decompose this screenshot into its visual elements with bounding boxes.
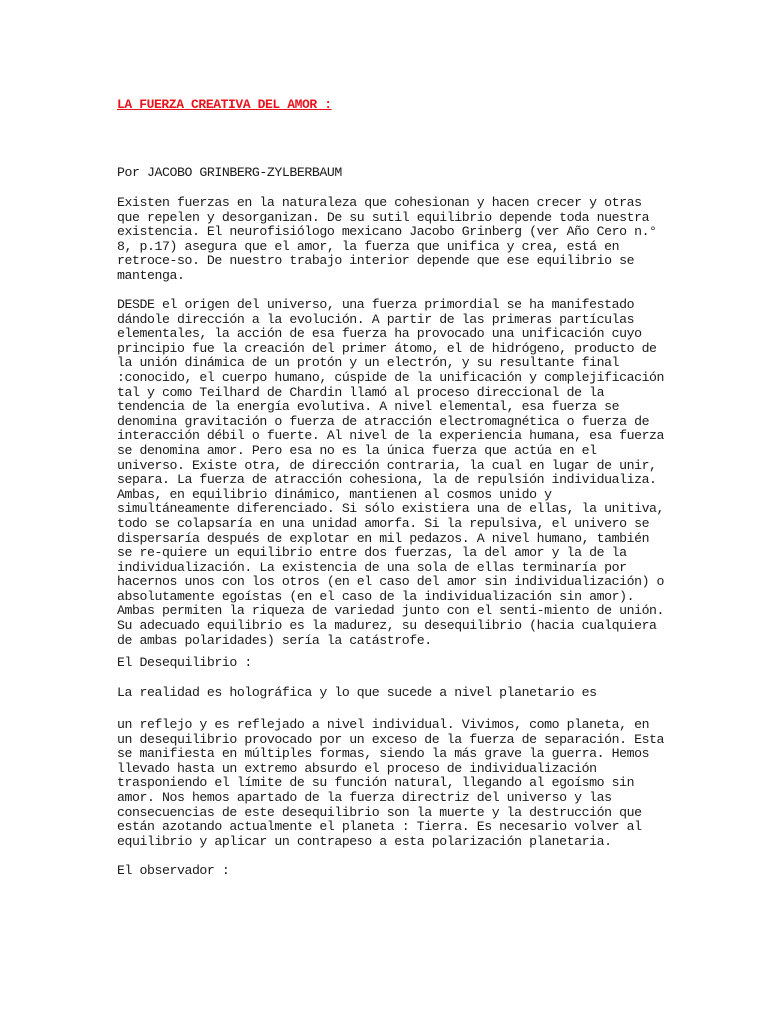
body-paragraph-imbalance: un reflejo y es reflejado a nivel individual. Vivimos, como planeta, en un desequilibrio provocado por un exceso de la fuerza de separación. Esta se manifiesta en múltiples formas, siendo la más grave la guerra. Hemos llevado hasta un extremo absurdo el proceso de individualización trasponiendo el límite de su función natural, llegando al egoísmo sin amor. Nos hemos apartado de la fuerza directriz del universo y las consecuencias de este desequilibrio son la muerte y la destrucción que están azotando actualmente el planeta : Tierra. Es necesario volver al equilibrio y aplicar un contrapeso a esta polarización planetaria. xyxy=(117,717,665,849)
section-heading-desequilibrio: El Desequilibrio : xyxy=(117,655,252,670)
intro-paragraph: Existen fuerzas en la naturaleza que cohesionan y hacen crecer y otras que repelen y desorganizan. De su sutil equilibrio depende toda nuestra existencia. El neurofisiólogo mexicano Jacobo Grinberg (ver Año Cero n.° 8, p.17) asegura que el amor, la fuerza que unifica y crea, está en retroce-so. De nuestro trabajo interior depende que ese equilibrio se mantenga. xyxy=(117,195,657,283)
section-heading-observador: El observador : xyxy=(117,863,230,878)
body-paragraph-origin: DESDE el origen del universo, una fuerza primordial se ha manifestado dándole dirección a la evolución. A partir de las primeras partículas elementales, la acción de esa fuerza ha provocado una unificación cuyo principio fue la creación del primer átomo, el de hidrógeno, producto de la unión dinámica de un protón y un electrón, y su resultante final :conocido, el cuerpo humano, cúspide de la unificación y complejificación tal y como Teilhard de Chardin llamó al proceso direccional de la tendencia de la energía evolutiva. A nivel elemental, esa fuerza se denomina gravitación o fuerza de atracción electromagnética o fuerza de interacción débil o fuerte. Al nivel de la experiencia humana, esa fuerza se denomina amor. Pero esa no es la única fuerza que actúa en el universo. Existe otra, de dirección contraria, la cual en lugar de unir, separa. La fuerza de atracción cohesiona, la de repulsión individualiza. Ambas, en equilibrio dinámico, mantienen al cosmos unido y simultáneamente diferenciado. Si sólo existiera una de ellas, la unitiva, todo se colapsaría en una unidad amorfa. Si la repulsiva, el univero se dispersaría después de explotar en mil pedazos. A nivel humano, también se re-quiere un equilibrio entre dos fuerzas, la del amor y la de la individualización. La existencia de una sola de ellas terminaría por hacernos unos con los otros (en el caso del amor sin individualización) o absolutamente egoístas (en el caso de la individualización sin amor). Ambas permiten la riqueza de variedad junto con el senti-miento de unión. Su adecuado equilibrio es la madurez, su desequilibrio (hacia cualquiera de ambas polaridades) sería la catástrofe. xyxy=(117,297,665,648)
document-title: LA FUERZA CREATIVA DEL AMOR : xyxy=(117,97,332,112)
body-paragraph-holographic: La realidad es holográfica y lo que sucede a nivel planetario es xyxy=(117,685,597,700)
author-line: Por JACOBO GRINBERG-ZYLBERBAUM xyxy=(117,165,342,180)
